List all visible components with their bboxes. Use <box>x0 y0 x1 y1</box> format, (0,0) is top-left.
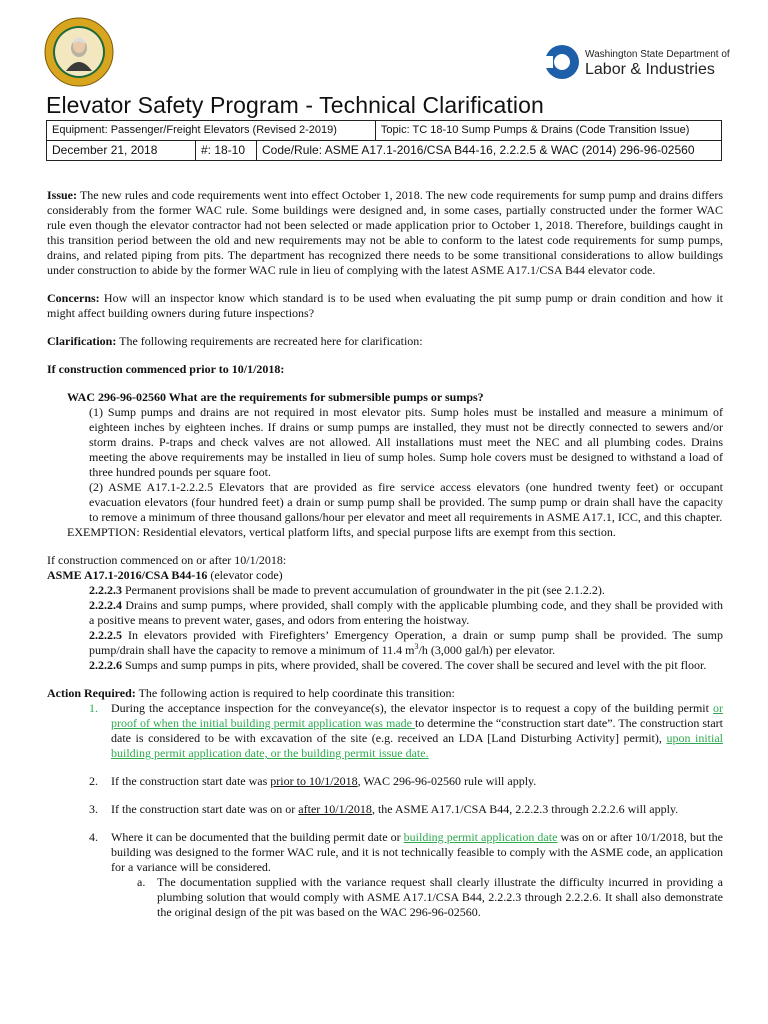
green-revision-text: or proof of when the initial building permit application was made <box>111 701 723 730</box>
dept-name-line2: Labor & Industries <box>585 61 715 78</box>
clarification-text: The following requirements are recreated here for clarification: <box>116 334 423 348</box>
green-revision-text: upon initial building permit application date, or the building permit issue date. <box>111 731 724 760</box>
action-item-text: , the ASME A17.1/CSA B44, 2.2.2.3 through 2.2.2.6 will apply. <box>371 802 679 816</box>
list-number: 1. <box>89 701 98 715</box>
dept-name-line1: Washington State Department of <box>585 49 730 60</box>
li-logo-icon <box>543 43 581 81</box>
asme-item-2-2-2-4 <box>89 598 723 628</box>
wac-heading: WAC 296-96-02560 What are the requirements for submersible pumps or sumps? <box>67 390 484 404</box>
asme-item-2-2-2-6 <box>89 658 723 673</box>
action-paragraph <box>47 686 723 701</box>
asme-item-text: Sumps and sump pumps in pits, where provided, shall be covered. The cover shall be secured and level with the pit floor. <box>122 658 707 672</box>
action-item-text: During the acceptance inspection for the conveyance(s), the elevator inspector is to request a copy of the building permit <box>111 701 713 715</box>
asme-code-line <box>47 568 723 583</box>
asme-item-2-2-2-5 <box>89 628 723 658</box>
action-item-2 <box>47 774 723 789</box>
action-item-text: If the construction start date was <box>111 774 271 788</box>
action-item-3 <box>47 802 723 817</box>
underlined-text: prior to 10/1/2018 <box>270 774 358 788</box>
action-item-4 <box>47 830 723 875</box>
action-item-4a <box>47 875 723 920</box>
labor-industries-logo <box>543 43 730 83</box>
asme-item-text: Permanent provisions shall be made to prevent accumulation of groundwater in the pit (see 2.1.2.2). <box>122 583 605 597</box>
action-list <box>47 701 723 875</box>
concerns-paragraph <box>47 291 723 321</box>
washington-state-seal <box>44 17 114 87</box>
underlined-text: after 10/1/2018 <box>298 802 372 816</box>
asme-item-text: Drains and sump pumps, where provided, shall comply with the applicable plumbing code, and they shall be provided with a positive means to prevent water, gases, and odors from entering the hoistway. <box>89 598 723 627</box>
action-item-text: to determine the “construction start date”. The construction start date is considered to be with excavation of the site (e.g. received an LDA [Land Disturbing Activity] permit), <box>111 716 723 745</box>
equipment-cell: Equipment: Passenger/Freight Elevators (Revised 2-2019) <box>47 121 376 141</box>
asme-item-text: In elevators provided with Firefighters’ Emergency Operation, a drain or sump pump shall be provided. The sump pump/drain shall have the capacity to remove a minimum of 11.4 m <box>89 628 723 657</box>
document-body <box>47 188 723 920</box>
asme-item-number: 2.2.2.5 <box>89 628 122 642</box>
topic-cell: Topic: TC 18-10 Sump Pumps & Drains (Code Transition Issue) <box>375 121 721 141</box>
wac-paragraph-2: (2) ASME A17.1-2.2.2.5 Elevators that are provided as fire service access elevators (one hundred twenty feet) or occupant evacuation elevators (four hundred feet) a drain or sump pump shall be provided. The sump pump or drain shall have the capacity to remove a minimum of three thousand gallons/hour per elevator and meet all requirements in ASME A17.1, ICC, and this chapter. <box>89 480 723 524</box>
exemption-text: EXEMPTION: Residential elevators, vertical platform lifts, and special purpose lifts are exempt from this section. <box>67 525 616 539</box>
action-label: Action Required: <box>47 686 136 700</box>
clarification-paragraph <box>47 334 723 349</box>
issue-text: The new rules and code requirements went into effect October 1, 2018. The new code requirements for sump pump and drains differs considerably from the former WAC rule. Some buildings were designed and, in some cases, partially constructed under the former WAC rule even though the elevator contractor had not been selected or made application prior to October 1, 2018. Therefore, buildings caught in this transition period between the old and new requirements may not be able to conform to the latest code requirements for sump pumps, drains, and related piping from pits. The department has recognized there needs to be some transitional considerations to allow buildings under construction to abide by the former WAC rule in lieu of complying with the latest ASME A17.1/CSA B44 elevator code. <box>47 188 723 277</box>
concerns-label: Concerns: <box>47 291 100 305</box>
prior-heading: If construction commenced prior to 10/1/2018: <box>47 362 285 376</box>
after-heading: If construction commenced on or after 10/1/2018: <box>47 553 287 567</box>
issue-paragraph <box>47 188 723 278</box>
asme-item-number: 2.2.2.3 <box>89 583 122 597</box>
action-item-text: , WAC 296-96-02560 rule will apply. <box>357 774 537 788</box>
wac-paragraph-1: (1) Sump pumps and drains are not required in most elevator pits. Sump holes must be installed and measure a minimum of eighteen inches by eighteen inches. If drains or sump pumps are installed, they must not be directly connected to sewers and/or storm drains. P-traps and check valves are not allowed. All installations must meet the NEC and all plumbing codes. Drains meeting the above requirements may be installed in lieu of sump holes. Sump hole covers must be designed to withstand a load of three hundred pounds per square foot. <box>89 405 723 479</box>
superscript: 3 <box>414 642 419 651</box>
action-item-text: If the construction start date was on or <box>111 802 299 816</box>
asme-item-number: 2.2.2.4 <box>89 598 122 612</box>
number-cell: #: 18-10 <box>196 141 257 161</box>
page-title: Elevator Safety Program - Technical Clarification <box>46 92 544 118</box>
issue-label: Issue: <box>47 188 78 202</box>
list-number: 3. <box>89 802 98 816</box>
action-item-1 <box>47 701 723 761</box>
green-revision-text: building permit application date <box>403 830 558 844</box>
action-item-text: was on or after 10/1/2018, but the building was designed to the former WAC rule, and it is not technically feasible to comply with the ASME code, an application for a variance will be considered. <box>111 830 723 874</box>
list-number: 2. <box>89 774 98 788</box>
asme-code-rest: (elevator code) <box>207 568 283 582</box>
asme-item-text-cont: /h (3,000 gal/h) per elevator. <box>418 643 556 657</box>
asme-code-bold: ASME A17.1-2016/CSA B44-16 <box>47 568 208 582</box>
date-cell: December 21, 2018 <box>47 141 196 161</box>
info-table <box>46 120 722 161</box>
clarification-label: Clarification: <box>47 334 117 348</box>
list-letter: a. <box>137 875 146 889</box>
asme-item-2-2-2-3 <box>89 583 723 598</box>
list-number: 4. <box>89 830 98 844</box>
concerns-text: How will an inspector know which standard is to be used when evaluating the pit sump pump or drain condition and how it might affect building owners during future inspections? <box>47 291 723 320</box>
code-rule-cell: Code/Rule: ASME A17.1-2016/CSA B44-16, 2.2.2.5 & WAC (2014) 296-96-02560 <box>257 141 722 161</box>
action-subitem-text: The documentation supplied with the variance request shall clearly illustrate the difficulty incurred in providing a plumbing solution that would comply with ASME A17.1/CSA B44, 2.2.2.3 through 2.2.2.6. It shall also demonstrate the original design of the pit was based on the WAC 296-96-02560. <box>157 875 723 919</box>
asme-item-number: 2.2.2.6 <box>89 658 122 672</box>
action-item-text: Where it can be documented that the building permit date or <box>111 830 404 844</box>
action-text: The following action is required to help coordinate this transition: <box>135 686 455 700</box>
